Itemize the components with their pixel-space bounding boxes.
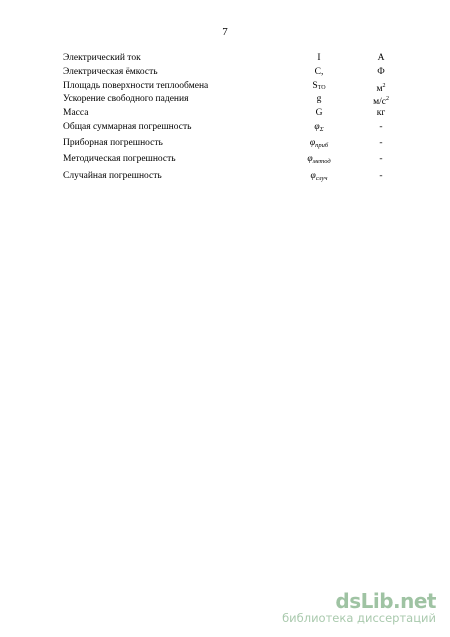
quantity-name: Общая суммарная погрешность [63, 121, 192, 132]
quantity-unit: кг [376, 108, 386, 119]
unit-main: м/с [373, 97, 386, 108]
symbol-main: φ [309, 137, 316, 148]
quantity-name: Ускорение свободного падения [63, 94, 189, 105]
quantity-symbol [289, 168, 349, 188]
quantity-name: Электрический ток [63, 53, 141, 63]
symbol-table [63, 52, 403, 184]
quantity-symbol: g [316, 94, 322, 105]
quantity-unit: - [379, 170, 383, 181]
symbol-main: φ [307, 154, 313, 165]
quantity-symbol: C, [314, 66, 324, 77]
unit-main: м [376, 83, 383, 94]
table-row [63, 135, 403, 152]
symbol-subscript: приб [315, 141, 329, 149]
unit-superscript: 2 [385, 96, 389, 103]
symbol-subscript: Σ [319, 125, 324, 133]
quantity-name: Случайная погрешность [63, 170, 162, 181]
table-row [63, 121, 403, 135]
table-row [63, 80, 403, 94]
watermark-tagline: библиотека диссертаций [282, 611, 436, 625]
quantity-name: Методическая погрешность [63, 154, 176, 165]
quantity-unit: Ф [377, 66, 385, 77]
quantity-unit: - [379, 121, 383, 132]
table-row [63, 151, 403, 168]
quantity-name: Масса [63, 108, 89, 119]
quantity-symbol: G [315, 108, 323, 119]
symbol-subscript: метод [312, 158, 331, 166]
quantity-name: Приборная погрешность [63, 137, 163, 148]
table-row [63, 66, 403, 80]
table-row [63, 93, 403, 107]
quantity-unit: - [379, 137, 383, 148]
symbol-subscript: случ [315, 174, 328, 182]
quantity-unit: А [377, 53, 385, 63]
symbol-main: φ [310, 170, 316, 181]
quantity-name: Электрическая ёмкость [63, 66, 158, 77]
symbol-main: S [312, 80, 318, 91]
table-row [63, 52, 403, 66]
watermark-logo: dsLib.net [335, 589, 436, 613]
symbol-main: φ [314, 121, 320, 132]
quantity-name: Площадь поверхности теплообмена [63, 80, 209, 91]
table-row [63, 168, 403, 185]
page-number: 7 [222, 26, 228, 38]
table-row [63, 107, 403, 121]
quantity-unit: - [379, 154, 383, 165]
symbol-subscript: ТО [317, 84, 326, 91]
quantity-symbol: I [317, 53, 321, 63]
dslib-watermark [282, 591, 436, 625]
unit-superscript: 2 [382, 82, 386, 89]
